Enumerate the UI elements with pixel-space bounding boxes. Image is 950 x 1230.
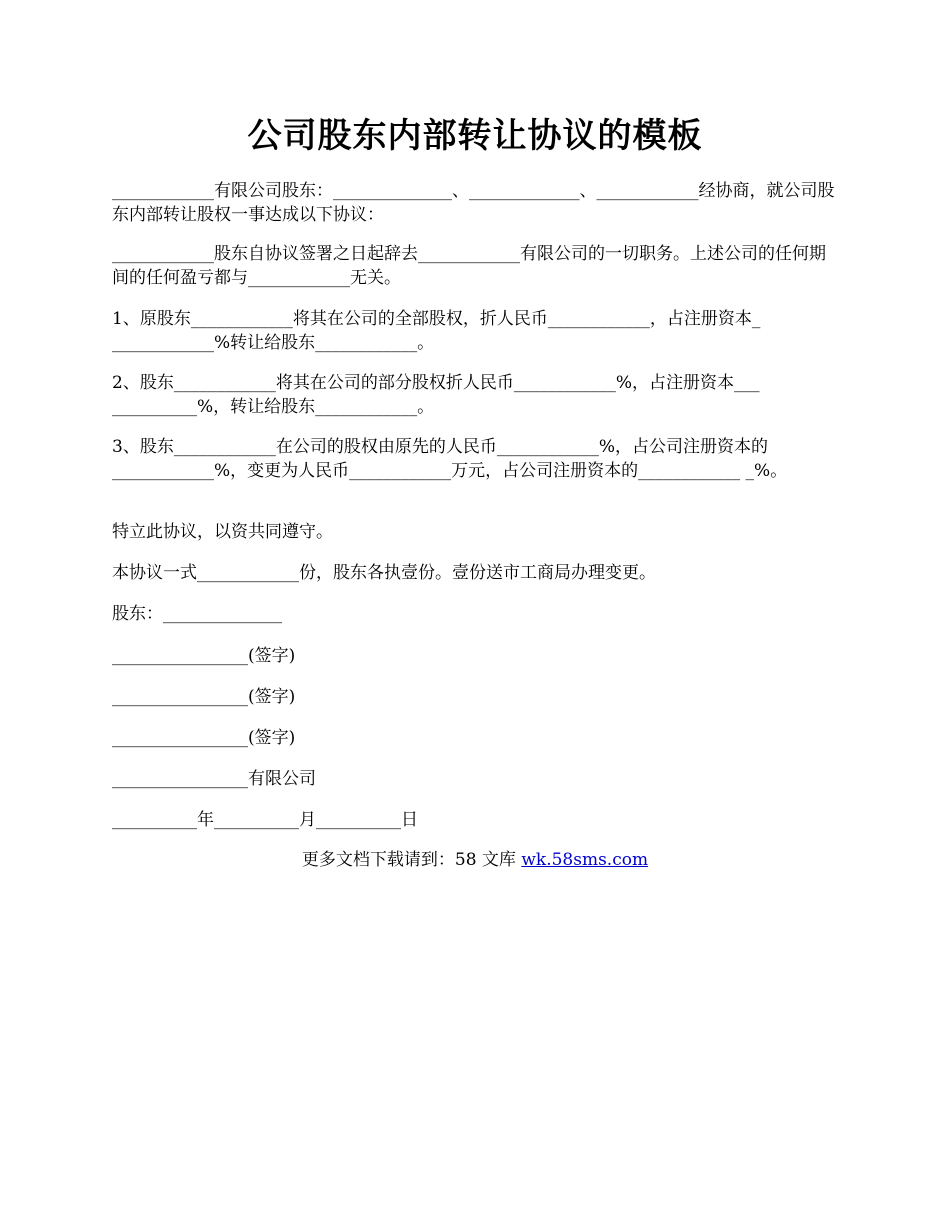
signature-line: ________________(签字) — [112, 728, 296, 748]
footer-text: 更多文档下载请到：58 文库 — [301, 850, 522, 870]
document-title: 公司股东内部转让协议的模板 — [247, 116, 703, 156]
signature-line: ________________(签字) — [112, 687, 296, 707]
paragraph-parties: ____________有限公司股东：______________、_____________、____________经协商，就公司股东内部转让股权一事达成以下协议： — [112, 181, 835, 225]
shareholder-line: 股东：______________ — [112, 604, 282, 624]
footer-link[interactable]: wk.58sms.com — [521, 850, 649, 870]
paragraph-copies: 本协议一式____________份，股东各执壹份。壹份送市工商局办理变更。 — [112, 563, 656, 583]
date-line: __________年__________月__________日 — [112, 810, 418, 830]
paragraph-resignation: ____________股东自协议签署之日起辞去____________有限公司的一切职务。上述公司的任何期间的任何盈亏都与____________无关。 — [112, 244, 826, 288]
signature-line: ________________(签字) — [112, 646, 296, 666]
paragraph-clause-1: 1、原股东____________将其在公司的全部股权，折人民币____________，占注册资本_ ____________%转让给股东____________。 — [112, 309, 766, 353]
paragraph-agreement: 特立此协议，以资共同遵守。 — [112, 522, 333, 542]
footer — [0, 848, 950, 872]
paragraph-clause-3: 3、股东____________在公司的股权由原先的人民币____________%，占公司注册资本的____________%，变更为人民币____________万元，占公司注册资本的____________ _%。 — [112, 437, 788, 481]
company-line: ________________有限公司 — [112, 769, 316, 789]
paragraph-clause-2: 2、股东____________将其在公司的部分股权折人民币____________%，占注册资本___ __________%，转让给股东____________。 — [112, 373, 765, 417]
